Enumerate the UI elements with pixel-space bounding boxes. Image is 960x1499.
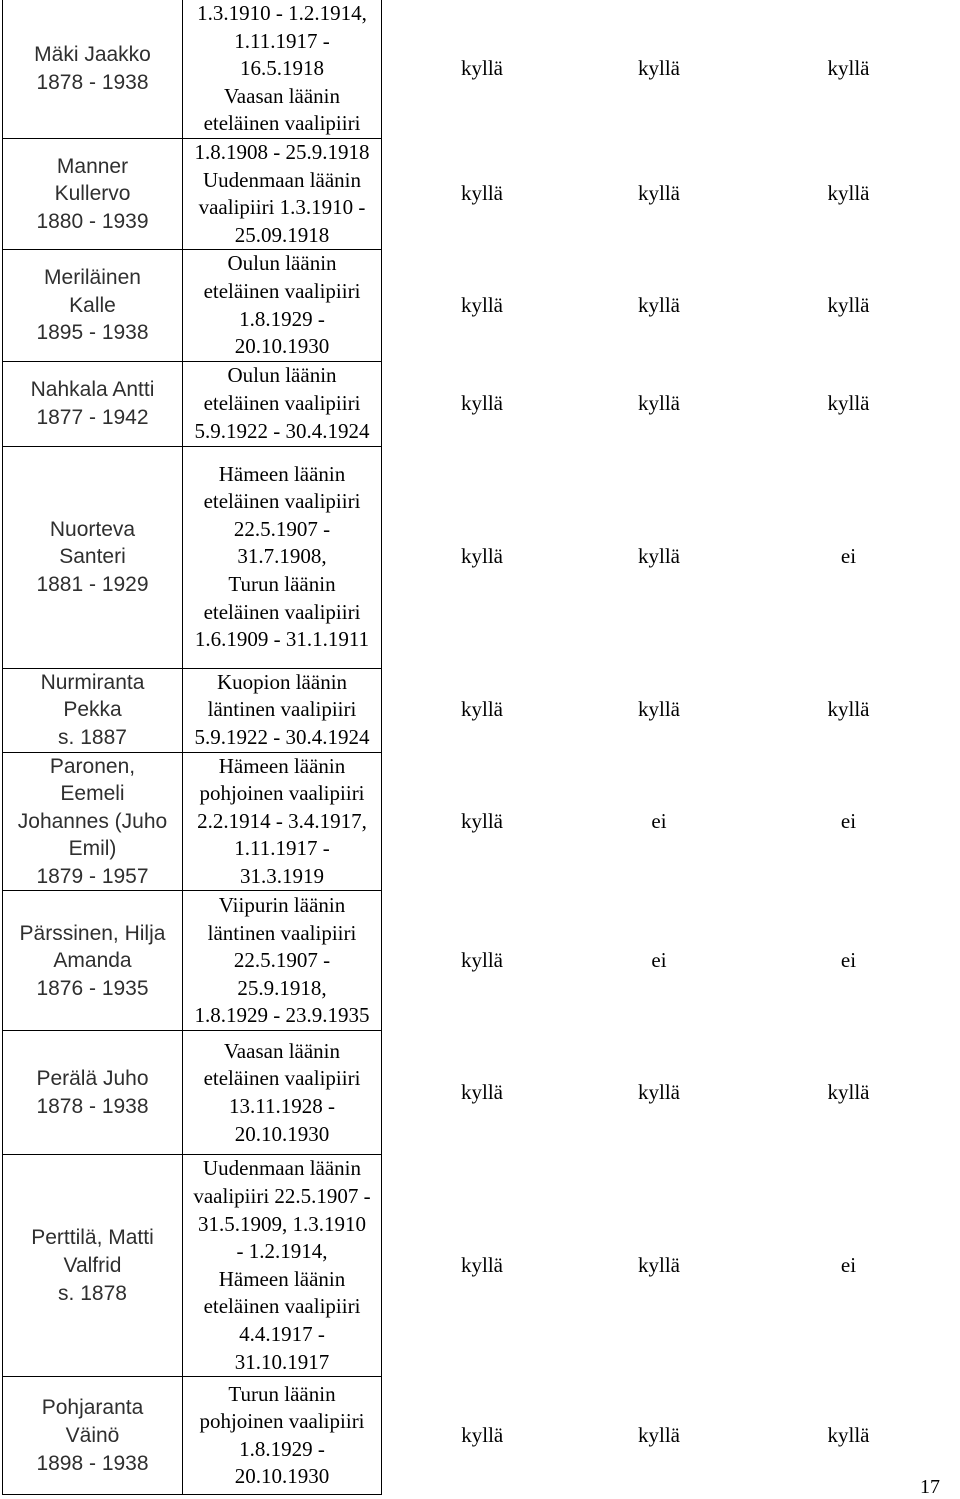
district-line: pohjoinen vaalipiiri: [183, 780, 381, 808]
district-cell: [183, 1377, 382, 1495]
table-row: [3, 446, 960, 668]
district-line: Hämeen läänin: [183, 1266, 381, 1294]
district-line: 2.2.1914 - 3.4.1917,: [183, 808, 381, 836]
member-name-line: 1881 - 1929: [3, 571, 182, 599]
member-name-cell: [3, 250, 183, 361]
member-name-line: Meriläinen: [3, 264, 182, 292]
member-name-line: Perälä Juho: [3, 1065, 182, 1093]
district-line: 1.11.1917 -: [183, 28, 381, 56]
answer-cell-a: kyllä: [382, 1031, 583, 1155]
answer-cell-b: kyllä: [583, 1155, 736, 1377]
member-name-cell: [3, 1155, 183, 1377]
member-name-line: Pärssinen, Hilja: [3, 920, 182, 948]
member-name-line: Kalle: [3, 292, 182, 320]
district-line: 31.7.1908,: [183, 543, 381, 571]
answer-cell-c: kyllä: [736, 361, 960, 446]
district-line: Kuopion läänin: [183, 669, 381, 697]
table-row: [3, 668, 960, 752]
member-name-line: Väinö: [3, 1422, 182, 1450]
district-cell: [183, 0, 382, 138]
member-name-line: Manner: [3, 153, 182, 181]
district-line: Vaasan läänin: [183, 83, 381, 111]
member-name-line: 1898 - 1938: [3, 1450, 182, 1478]
district-line: 1.6.1909 - 31.1.1911: [183, 626, 381, 654]
answer-cell-a: kyllä: [382, 446, 583, 668]
member-name-line: Kullervo: [3, 180, 182, 208]
district-line: Vaasan läänin: [183, 1038, 381, 1066]
district-line: 22.5.1907 -: [183, 516, 381, 544]
answer-cell-b: kyllä: [583, 361, 736, 446]
answer-cell-a: kyllä: [382, 250, 583, 361]
member-name-line: Pekka: [3, 696, 182, 724]
answer-cell-b: kyllä: [583, 1377, 736, 1495]
answer-cell-a: kyllä: [382, 1155, 583, 1377]
table-row: [3, 0, 960, 138]
answer-cell-a: kyllä: [382, 0, 583, 138]
answer-cell-c: kyllä: [736, 668, 960, 752]
member-name-line: Pohjaranta: [3, 1394, 182, 1422]
table-row: [3, 250, 960, 361]
district-line: - 1.2.1914,: [183, 1238, 381, 1266]
district-cell: [183, 891, 382, 1031]
answer-cell-a: kyllä: [382, 138, 583, 249]
member-name-cell: [3, 752, 183, 891]
district-line: 25.09.1918: [183, 222, 381, 250]
answer-cell-a: kyllä: [382, 891, 583, 1031]
member-name-line: 1878 - 1938: [3, 69, 182, 97]
district-line: 31.10.1917: [183, 1349, 381, 1377]
member-name-cell: [3, 668, 183, 752]
district-line: läntinen vaalipiiri: [183, 920, 381, 948]
district-line: Oulun läänin: [183, 250, 381, 278]
district-line: 5.9.1922 - 30.4.1924: [183, 724, 381, 752]
district-line: Turun läänin: [183, 571, 381, 599]
member-name-line: Nuorteva: [3, 516, 182, 544]
member-name-cell: [3, 361, 183, 446]
member-name-cell: [3, 0, 183, 138]
member-name-line: Paronen,: [3, 753, 182, 781]
district-line: eteläinen vaalipiiri: [183, 488, 381, 516]
table-row: [3, 891, 960, 1031]
district-line: 20.10.1930: [183, 333, 381, 361]
district-line: 5.9.1922 - 30.4.1924: [183, 418, 381, 446]
answer-cell-c: kyllä: [736, 1031, 960, 1155]
member-name-line: Nahkala Antti: [3, 376, 182, 404]
district-line: 22.5.1907 -: [183, 947, 381, 975]
answer-cell-b: kyllä: [583, 0, 736, 138]
table-row: [3, 1377, 960, 1495]
member-name-line: Valfrid: [3, 1252, 182, 1280]
district-line: 1.8.1929 -: [183, 1436, 381, 1464]
page-number: 17: [920, 1475, 940, 1499]
member-name-line: Perttilä, Matti: [3, 1224, 182, 1252]
answer-cell-b: ei: [583, 891, 736, 1031]
district-line: eteläinen vaalipiiri: [183, 110, 381, 138]
member-name-line: 1880 - 1939: [3, 208, 182, 236]
answer-cell-a: kyllä: [382, 1377, 583, 1495]
district-line: eteläinen vaalipiiri: [183, 599, 381, 627]
district-line: 31.3.1919: [183, 863, 381, 891]
district-line: eteläinen vaalipiiri: [183, 1065, 381, 1093]
district-cell: [183, 446, 382, 668]
district-line: eteläinen vaalipiiri: [183, 390, 381, 418]
district-line: 25.9.1918,: [183, 975, 381, 1003]
table-row: [3, 361, 960, 446]
district-line: eteläinen vaalipiiri: [183, 1293, 381, 1321]
district-cell: [183, 668, 382, 752]
district-cell: [183, 752, 382, 891]
mp-table-body: [3, 0, 960, 1495]
member-name-cell: [3, 1377, 183, 1495]
district-line: 1.8.1908 - 25.9.1918: [183, 139, 381, 167]
answer-cell-b: kyllä: [583, 1031, 736, 1155]
answer-cell-c: ei: [736, 446, 960, 668]
answer-cell-c: kyllä: [736, 138, 960, 249]
district-line: Uudenmaan läänin: [183, 167, 381, 195]
answer-cell-c: kyllä: [736, 0, 960, 138]
answer-cell-b: kyllä: [583, 668, 736, 752]
member-name-line: Johannes (Juho: [3, 808, 182, 836]
member-name-line: Mäki Jaakko: [3, 41, 182, 69]
district-cell: [183, 361, 382, 446]
district-line: Viipurin läänin: [183, 892, 381, 920]
district-line: Hämeen läänin: [183, 753, 381, 781]
answer-cell-b: kyllä: [583, 446, 736, 668]
member-name-line: Santeri: [3, 543, 182, 571]
district-line: Hämeen läänin: [183, 461, 381, 489]
member-name-line: Eemeli: [3, 780, 182, 808]
district-line: 1.11.1917 -: [183, 835, 381, 863]
answer-cell-b: kyllä: [583, 138, 736, 249]
member-name-cell: [3, 138, 183, 249]
answer-cell-c: ei: [736, 1155, 960, 1377]
district-line: 20.10.1930: [183, 1121, 381, 1149]
member-name-line: Nurmiranta: [3, 669, 182, 697]
member-name-line: 1895 - 1938: [3, 319, 182, 347]
mp-table: [2, 0, 960, 1495]
table-row: [3, 752, 960, 891]
member-name-cell: [3, 1031, 183, 1155]
answer-cell-c: ei: [736, 752, 960, 891]
member-name-cell: [3, 446, 183, 668]
answer-cell-c: kyllä: [736, 250, 960, 361]
table-row: [3, 1155, 960, 1377]
district-cell: [183, 1031, 382, 1155]
table-row: [3, 138, 960, 249]
answer-cell-a: kyllä: [382, 668, 583, 752]
district-line: vaalipiiri 22.5.1907 -: [183, 1183, 381, 1211]
table-row: [3, 1031, 960, 1155]
district-line: eteläinen vaalipiiri: [183, 278, 381, 306]
member-name-line: Amanda: [3, 947, 182, 975]
answer-cell-c: kyllä: [736, 1377, 960, 1495]
answer-cell-b: ei: [583, 752, 736, 891]
district-line: 1.8.1929 - 23.9.1935: [183, 1002, 381, 1030]
member-name-line: 1878 - 1938: [3, 1093, 182, 1121]
answer-cell-b: kyllä: [583, 250, 736, 361]
district-line: läntinen vaalipiiri: [183, 696, 381, 724]
member-name-line: Emil): [3, 835, 182, 863]
district-line: Turun läänin: [183, 1381, 381, 1409]
member-name-line: s. 1887: [3, 724, 182, 752]
district-line: 1.8.1929 -: [183, 306, 381, 334]
district-cell: [183, 138, 382, 249]
district-line: 1.3.1910 - 1.2.1914,: [183, 0, 381, 28]
district-line: vaalipiiri 1.3.1910 -: [183, 194, 381, 222]
district-line: pohjoinen vaalipiiri: [183, 1408, 381, 1436]
member-name-line: s. 1878: [3, 1280, 182, 1308]
district-line: 31.5.1909, 1.3.1910: [183, 1211, 381, 1239]
member-name-line: 1876 - 1935: [3, 975, 182, 1003]
district-line: Oulun läänin: [183, 362, 381, 390]
district-cell: [183, 250, 382, 361]
district-line: Uudenmaan läänin: [183, 1155, 381, 1183]
district-line: 20.10.1930: [183, 1463, 381, 1491]
district-line: 16.5.1918: [183, 55, 381, 83]
district-line: 4.4.1917 -: [183, 1321, 381, 1349]
member-name-cell: [3, 891, 183, 1031]
answer-cell-a: kyllä: [382, 361, 583, 446]
answer-cell-a: kyllä: [382, 752, 583, 891]
member-name-line: 1879 - 1957: [3, 863, 182, 891]
district-cell: [183, 1155, 382, 1377]
member-name-line: 1877 - 1942: [3, 404, 182, 432]
district-line: 13.11.1928 -: [183, 1093, 381, 1121]
answer-cell-c: ei: [736, 891, 960, 1031]
